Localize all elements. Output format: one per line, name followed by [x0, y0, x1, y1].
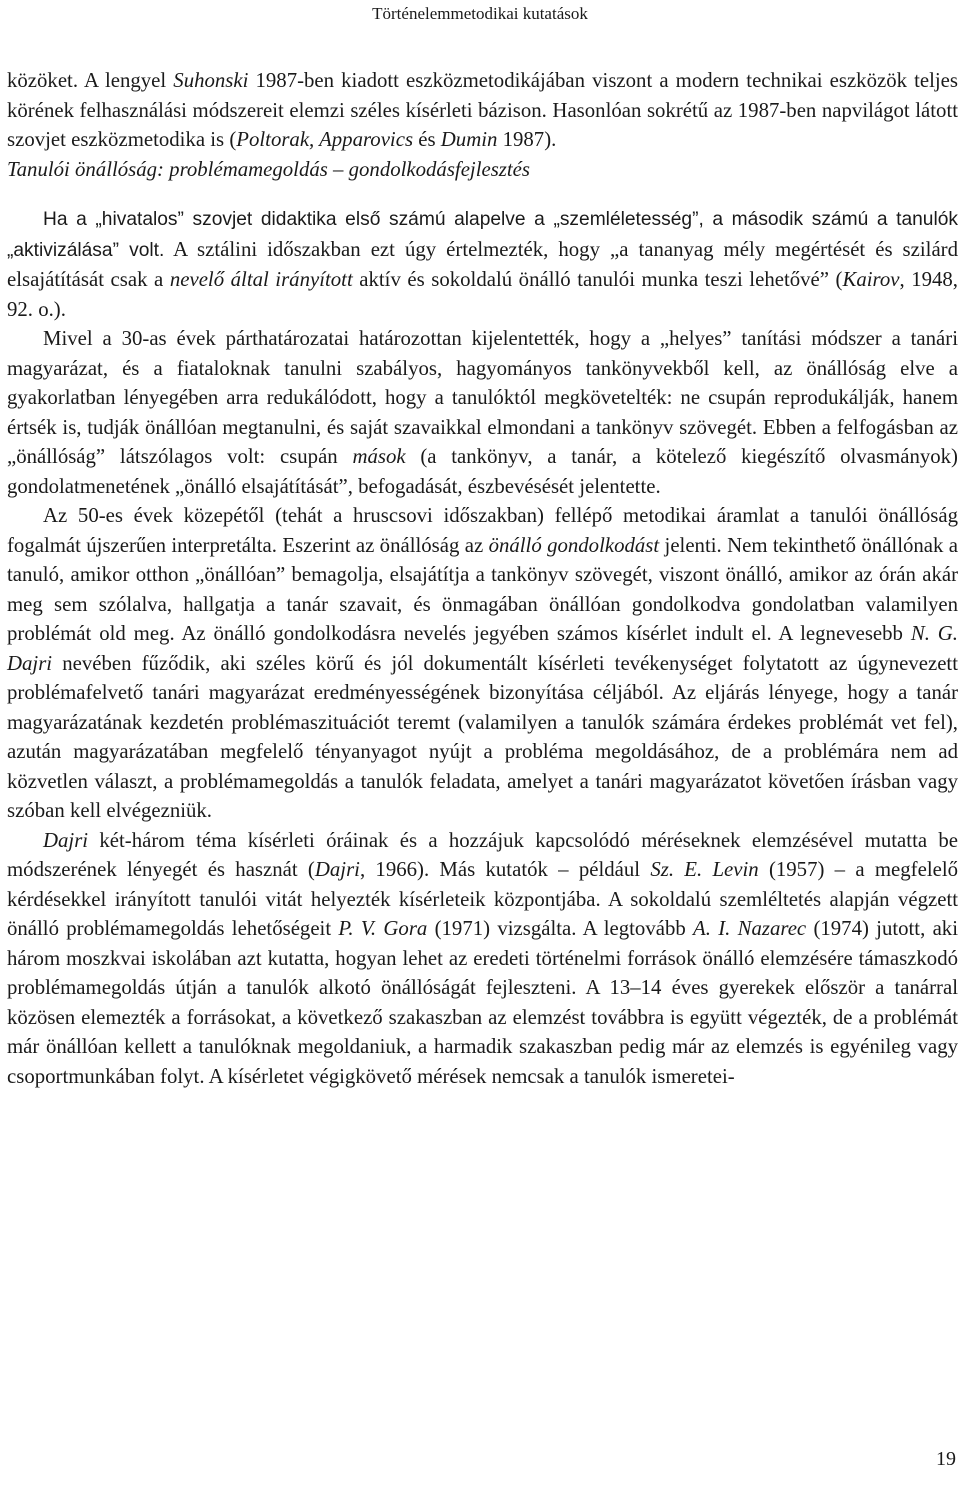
author-name: Kairov — [842, 268, 900, 291]
author-name: A. I. Nazarec — [693, 917, 807, 940]
author-name: Poltorak, Apparovics — [236, 128, 414, 151]
main-text — [7, 66, 958, 1091]
author-name: P. V. Gora — [338, 917, 428, 940]
text-run: Ha a „hivatalos” szovjet didaktika első számú alapelve a „szemléletesség”, a második számú a tanulók „aktivizálása” volt. — [7, 209, 958, 261]
text-run: (a tankönyv, a tanár, a kötelező kiegészítő olvasmányok) gondolatmenetének „önálló elsajátítását”, befogadását, észbevésését jelentette. — [7, 445, 958, 498]
section-heading: Tanulói önállóság: problémamegoldás – gondolkodásfejlesztés — [7, 157, 530, 181]
emphasis: önálló gondolkodást — [488, 533, 660, 557]
text-run: (1974) jutott, aki három moszkvai iskolában azt kutatta, hogyan lehet az eredeti történelmi források önálló elemzésére támaszkodó problémamegoldás útján a tanulók alkotó önállóságát fejleszteni. A 13–14 éves gyerekek először a tanárral közösen elemezték a forrásokat, a következő szakaszban az elemzést továbbra is együtt végezték, de a problémát már önállóan kellett a tanulóknak megoldaniuk, a harmadik szakaszban pedig már az elemzés is egyénileg vagy csoportmunkában folyt. A kísérletet végigkövető mérések nemcsak a tanulók ismeretei- — [7, 917, 958, 1088]
text-run: (1957) – a megfelelő kérdésekkel irányított tanulói vitát helyezték kísérleteik központjába. A sokoldalú szemléltetés alapján végzett önálló problémamegoldás lehetőségeit — [7, 858, 959, 940]
text-run: két-három téma kísérleti óráinak és a hozzájuk kapcsolódó méréseknek elemzésével mutatta be módszerének lényegét és hasznát ( — [7, 828, 958, 881]
paragraph — [7, 826, 958, 1092]
author-name: Dajri — [314, 858, 360, 881]
text-run: , 1966). Más kutatók – például — [359, 858, 651, 881]
author-name: Sz. E. Levin — [650, 858, 759, 881]
emphasis: nevelő által irányított — [169, 268, 353, 291]
text-run: közöket. A lengyel — [7, 69, 174, 92]
text-run: és — [413, 128, 441, 151]
author-name: N. G. Dajri — [7, 622, 958, 675]
text-run: , 1948, 92. o.). — [7, 268, 958, 321]
text-run: Mivel a 30-as évek párthatározatai határozottan kijelentették, hogy a „helyes” tanítási módszer a tanári magyarázat, és a fiataloknak tanulni szabályos, hagyományos tankönyvekből kell, az önállóság elve a gyakorlatban lényegében arra redukálódott, hogy a tanulóktól megkövetelték: ne csupán reprodukálják, hanem értsék is, tudják önállóan megtanulni, és saját szavaikkal elmondani a tankönyv szövegét. Ebben a felfogásban az „önállóság” látszólagos volt: csupán — [7, 327, 958, 468]
paragraph-intro — [7, 204, 958, 324]
page-number: 19 — [936, 1448, 956, 1470]
author-name: Dajri — [43, 828, 89, 852]
emphasis: mások — [352, 445, 406, 468]
text-run: Az 50-es évek közepétől (tehát a hruscsovi időszakban) fellépő metodikai áramlat a tanulói önállóság fogalmát újszerűen interpretálta. Eszerint az önállóság az — [7, 504, 958, 557]
text-run: A sztálini időszakban ezt úgy értelmezték, hogy „a tananyag mély megértését és szilárd elsajátítását csak a — [7, 237, 958, 291]
paragraph — [7, 501, 958, 826]
author-name: Suhonski — [173, 69, 249, 92]
text-run: aktív és sokoldalú önálló tanulói munka teszi lehetővé” ( — [352, 268, 843, 291]
running-header: Történelemmetodikai kutatások — [372, 4, 588, 23]
text-run: jelenti. Nem tekinthető önállónak a tanuló, amikor otthon „önállóan” bemagolja, elsajátítja a tankönyv szövegét, viszont önálló, amikor az órán akár meg sem szólalva, hallgatja a tanár szavait, és önmagában önállóan gondolkodva gondolatban valamilyen problémát old meg. Az önálló gondolkodásra nevelés jegyében számos kísérlet indult el. A legnevesebb — [7, 533, 958, 645]
paragraph-continued — [7, 66, 958, 155]
text-run: (1971) vizsgálta. A legtovább — [427, 917, 694, 940]
text-run: nevében fűződik, aki széles körű és jól dokumentált kísérleti tevékenységet folytatott az úgynevezett problémafelvető tanári magyarázat eredményességének bizonyítása céljából. Az eljárás lényege, hogy a tanár magyarázatának kezdetén problémaszituációt teremt (valamilyen a tanulók számára érdekes problémát vet fel), azután magyarázatában megfelelő tényanyagot nyújt a probléma megoldásához, de a problémára nem ad közvetlen választ, a problémamegoldás a tanulók feladata, amelyet a tanári magyarázatot követően írásban vagy szóban kell elvégezniük. — [7, 651, 958, 822]
text-run: 1987). — [497, 128, 557, 151]
text-run: 1987-ben kiadott eszközmetodikájában viszont a modern technikai eszközök teljes körének felhasználási módszereit elemzi széles kísérleti bázison. Hasonlóan sokrétű az 1987-ben napvilágot látott szovjet eszközmetodika is ( — [7, 69, 958, 151]
author-name: Dumin — [440, 128, 498, 151]
paragraph — [7, 324, 958, 501]
